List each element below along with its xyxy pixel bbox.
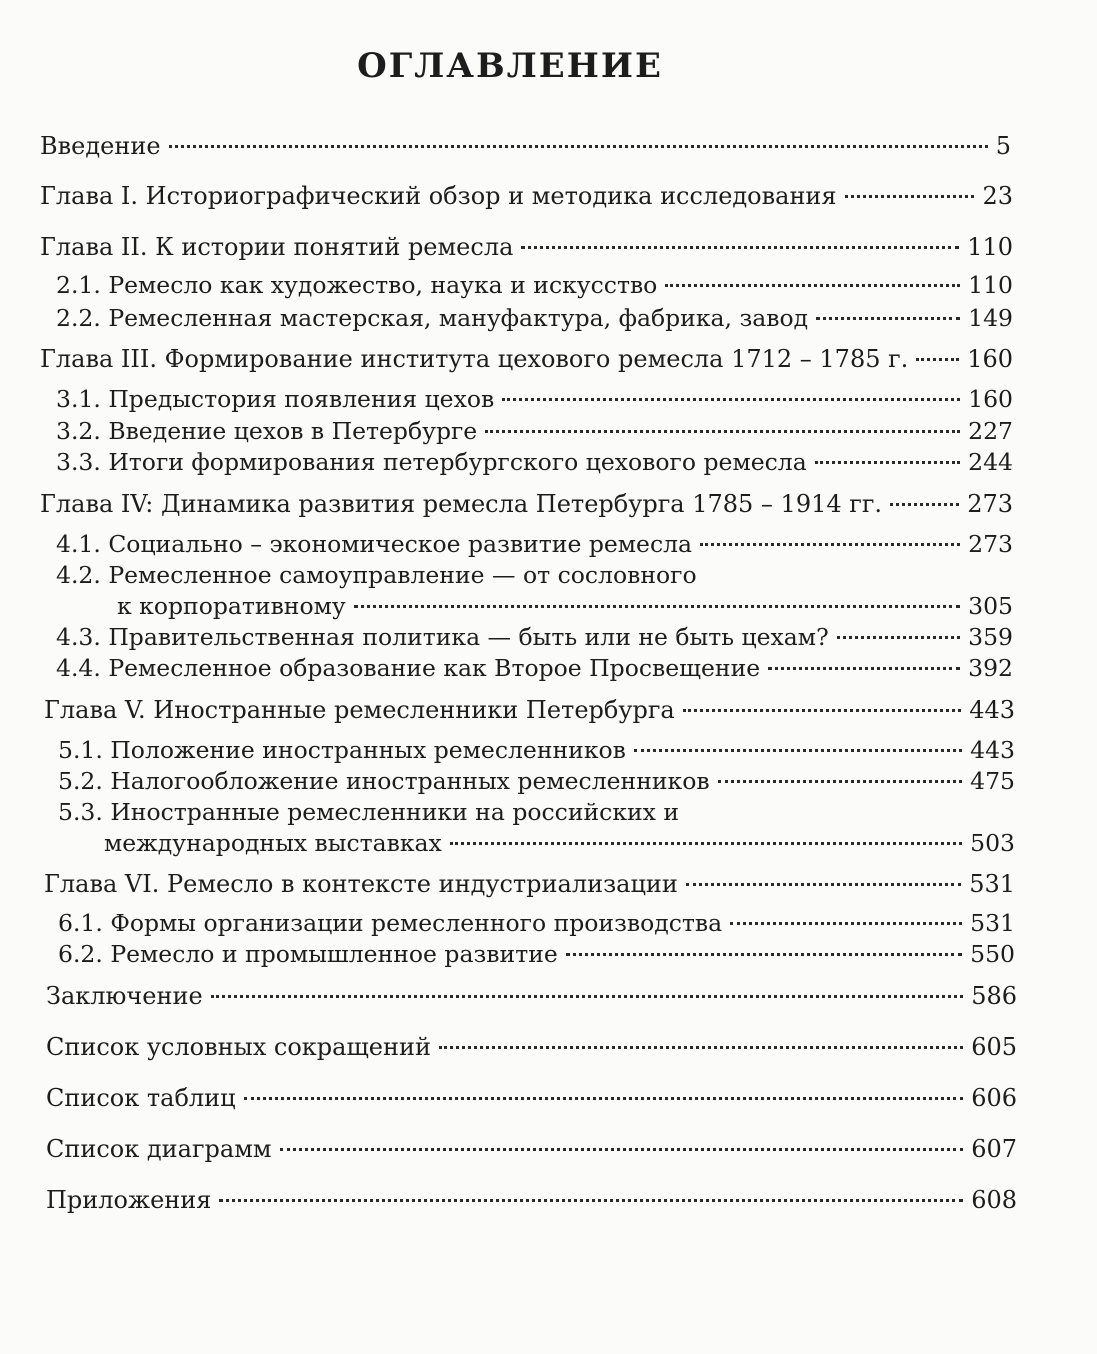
page-title: ОГЛАВЛЕНИЕ [357, 46, 663, 86]
toc-entry-label: 3.1. Предыстория появления цехов [56, 385, 495, 413]
dot-leader [686, 883, 961, 886]
toc-entry-page: 149 [968, 304, 1013, 332]
dot-leader [521, 246, 959, 249]
toc-entry-label: 5.2. Налогообложение иностранных ремесленников [58, 767, 710, 795]
toc-entry-label: Глава VI. Ремесло в контексте индустриализации [44, 870, 678, 898]
dot-leader [450, 842, 962, 845]
toc-entry-page: 160 [967, 345, 1013, 373]
toc-entry-section-4-4[interactable] [56, 653, 1013, 683]
toc-entry-label: Приложения [46, 1186, 212, 1214]
toc-entry-page: 443 [969, 696, 1015, 724]
dot-leader [485, 430, 960, 433]
toc-entry-page: 273 [967, 490, 1013, 518]
toc-entry-chapter-2[interactable] [40, 232, 1013, 262]
dot-leader [768, 667, 960, 670]
dot-leader [634, 749, 962, 752]
toc-entry-section-5-1[interactable] [58, 735, 1015, 765]
toc-entry-page: 392 [968, 654, 1013, 682]
dot-leader [718, 780, 963, 783]
dot-leader [890, 503, 959, 506]
toc-entry-section-6-1[interactable] [58, 908, 1015, 938]
toc-entry-chapter-4[interactable] [40, 489, 1013, 519]
toc-entry-chapter-1[interactable] [40, 181, 1013, 211]
dot-leader [916, 358, 959, 361]
toc-entry-introduction[interactable] [40, 131, 1011, 161]
toc-entry-page: 475 [970, 767, 1015, 795]
toc-entry-label: 3.2. Введение цехов в Петербурге [56, 417, 478, 445]
toc-entry-label-continued: к корпоративному [117, 592, 346, 620]
toc-entry-page: 273 [968, 530, 1013, 558]
toc-entry-label: 4.1. Социально – экономическое развитие ремесла [56, 530, 693, 558]
toc-entry-label: Глава II. К истории понятий ремесла [40, 233, 514, 261]
toc-entry-label: Введение [40, 132, 161, 160]
toc-entry-page: 160 [968, 385, 1013, 413]
toc-entry-section-4-1[interactable] [56, 529, 1013, 559]
dot-leader [439, 1046, 963, 1049]
toc-entry-label: 6.1. Формы организации ремесленного производства [58, 909, 723, 937]
toc-entry-label: 3.3. Итоги формирования петербургского цехового ремесла [56, 448, 807, 476]
dot-leader [244, 1097, 964, 1100]
toc-entry-abbreviations[interactable] [46, 1032, 1017, 1062]
toc-entry-label: 4.3. Правительственная политика — быть или не быть цехам? [56, 623, 829, 651]
dot-leader [683, 709, 961, 712]
dot-leader [566, 953, 962, 956]
toc-entry-page: 586 [971, 982, 1017, 1010]
toc-entry-section-3-2[interactable] [56, 416, 1013, 446]
toc-entry-section-5-3[interactable] [58, 798, 1015, 858]
toc-entry-section-3-3[interactable] [56, 447, 1013, 477]
toc-entry-label: 6.2. Ремесло и промышленное развитие [58, 940, 558, 968]
toc-entry-page: 608 [971, 1186, 1017, 1214]
toc-entry-chapter-6[interactable] [44, 869, 1015, 899]
toc-entry-label: Глава V. Иностранные ремесленники Петербурга [44, 696, 675, 724]
toc-entry-label: Список диаграмм [46, 1135, 272, 1163]
toc-entry-label: 4.4. Ремесленное образование как Второе Просвещение [56, 654, 761, 682]
toc-entry-page: 23 [982, 182, 1013, 210]
toc-entry-page: 607 [971, 1135, 1017, 1163]
toc-entry-page: 110 [968, 271, 1013, 299]
dot-leader [169, 145, 988, 148]
toc-entry-page: 110 [967, 233, 1013, 261]
toc-entry-label: 5.3. Иностранные ремесленники на российских и [58, 798, 680, 826]
toc-entry-section-6-2[interactable] [58, 939, 1015, 969]
toc-entry-section-2-1[interactable] [56, 270, 1013, 300]
toc-entry-label: 2.1. Ремесло как художество, наука и искусство [56, 271, 658, 299]
toc-entry-chapter-5[interactable] [44, 695, 1015, 725]
dot-leader [837, 636, 960, 639]
toc-entry-conclusion[interactable] [46, 981, 1017, 1011]
toc-entry-page: 503 [970, 829, 1015, 857]
dot-leader [665, 284, 960, 287]
toc-entry-label-continued: международных выставках [104, 829, 442, 857]
toc-entry-page: 606 [971, 1084, 1017, 1112]
dot-leader [700, 543, 960, 546]
toc-entry-label: 4.2. Ремесленное самоуправление — от сословного [56, 561, 697, 589]
dot-leader [845, 195, 975, 198]
dot-leader [354, 605, 960, 608]
dot-leader [815, 461, 960, 464]
toc-entry-label: Глава I. Историографический обзор и методика исследования [40, 182, 837, 210]
toc-entry-diagrams[interactable] [46, 1134, 1017, 1164]
toc-entry-section-3-1[interactable] [56, 384, 1013, 414]
dot-leader [730, 922, 962, 925]
toc-entry-page: 5 [995, 132, 1011, 160]
dot-leader [280, 1148, 964, 1151]
toc-entry-appendices[interactable] [46, 1185, 1017, 1215]
toc-entry-page: 244 [968, 448, 1013, 476]
toc-entry-section-4-3[interactable] [56, 622, 1013, 652]
toc-entry-page: 359 [968, 623, 1013, 651]
toc-entry-tables[interactable] [46, 1083, 1017, 1113]
toc-entry-page: 443 [970, 736, 1015, 764]
toc-entry-label: Список таблиц [46, 1084, 236, 1112]
dot-leader [502, 398, 960, 401]
toc-entry-label: 5.1. Положение иностранных ремесленников [58, 736, 626, 764]
toc-entry-page: 605 [971, 1033, 1017, 1061]
toc-entry-section-2-2[interactable] [56, 303, 1013, 333]
toc-entry-label: Глава IV: Динамика развития ремесла Петербурга 1785 – 1914 гг. [40, 490, 883, 518]
toc-entry-label: 2.2. Ремесленная мастерская, мануфактура, фабрика, завод [56, 304, 809, 332]
toc-entry-section-4-2[interactable] [56, 561, 1013, 621]
dot-leader [219, 1199, 963, 1202]
toc-entry-page: 531 [970, 909, 1015, 937]
toc-entry-chapter-3[interactable] [40, 344, 1013, 374]
dot-leader [816, 317, 960, 320]
toc-entry-label: Заключение [46, 982, 203, 1010]
toc-entry-page: 305 [968, 592, 1013, 620]
toc-entry-label: Список условных сокращений [46, 1033, 431, 1061]
toc-entry-page: 227 [968, 417, 1013, 445]
toc-entry-label: Глава III. Формирование института цехового ремесла 1712 – 1785 г. [40, 345, 909, 373]
toc-entry-page: 550 [970, 940, 1015, 968]
toc-entry-section-5-2[interactable] [58, 766, 1015, 796]
toc-entry-page: 531 [969, 870, 1015, 898]
dot-leader [211, 995, 964, 998]
